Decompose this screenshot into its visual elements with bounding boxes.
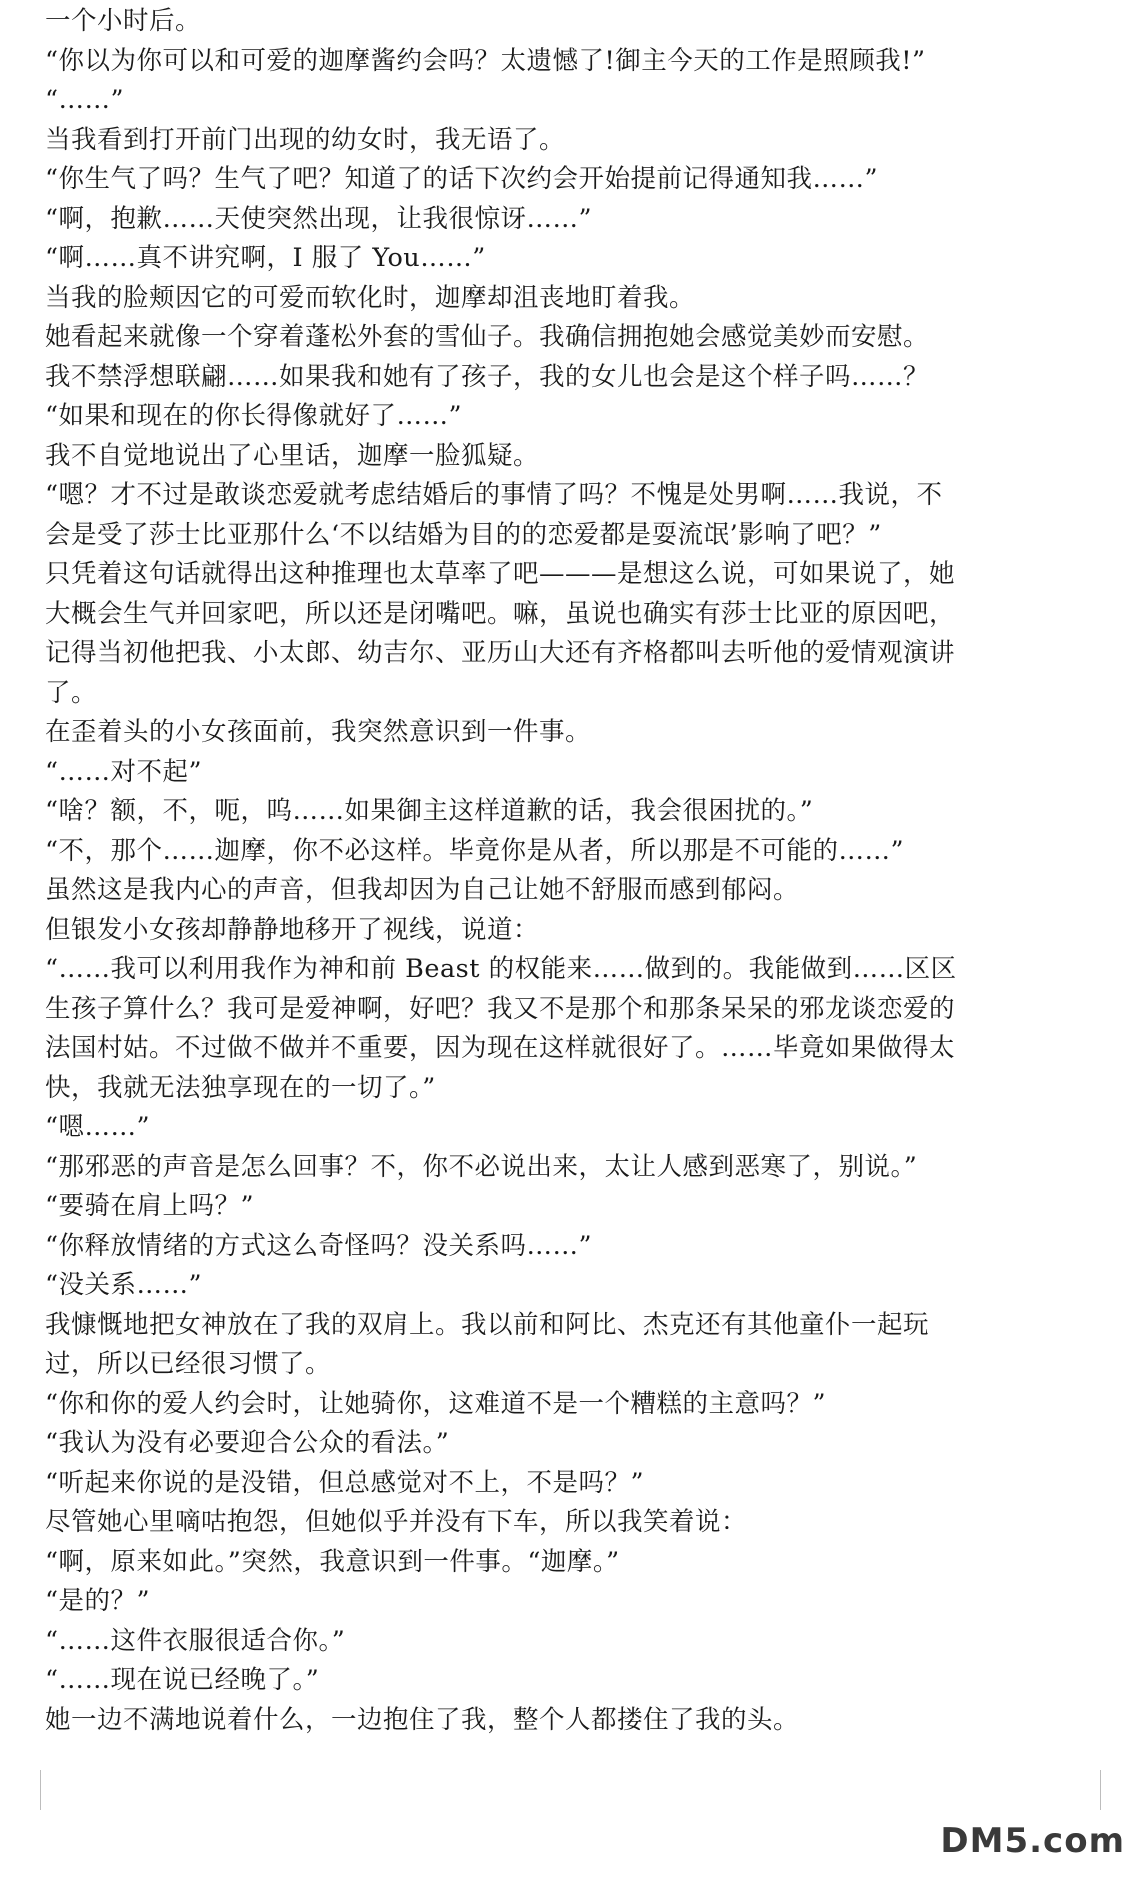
text-line: “要骑在肩上吗？”: [45, 1191, 255, 1221]
text-line: 她一边不满地说着什么，一边抱住了我，整个人都搂住了我的头。: [45, 1704, 800, 1735]
text-line: 她看起来就像一个穿着蓬松外套的雪仙子。我确信拥抱她会感觉美妙而安慰。: [45, 322, 930, 352]
text-line: 当我看到打开前门出现的幼女时，我无语了。: [45, 124, 566, 155]
text-line: 会是受了莎士比亚那什么‘不以结婚为目的的恋爱都是耍流氓’影响了吧？”: [45, 519, 882, 550]
text-line: “如果和现在的你长得像就好了……”: [45, 401, 463, 431]
text-line: “啊……真不讲究啊，I 服了 You……”: [45, 243, 486, 273]
text-line: 一个小时后。: [45, 6, 202, 36]
text-line: “啥？额，不，呃，呜……如果御主这样道歉的话，我会很困扰的。”: [45, 796, 814, 826]
text-line: “你以为你可以和可爱的迦摩酱约会吗？太遗憾了!御主今天的工作是照顾我!”: [45, 45, 926, 76]
text-line: “不，那个……迦摩，你不必这样。毕竟你是从者，所以那是不可能的……”: [45, 835, 905, 866]
text-line: 生孩子算什么？我可是爱神啊，好吧？我又不是那个和那条呆呆的邪龙谈恋爱的: [45, 993, 956, 1024]
watermark-logo: DM5.com: [940, 1821, 1125, 1861]
text-line: “嗯？才不过是敢谈恋爱就考虑结婚后的事情了吗？不愧是处男啊……我说，不: [45, 480, 943, 510]
text-line: “你生气了吗？生气了吧？知道了的话下次约会开始提前记得通知我……”: [45, 164, 879, 194]
text-line: 尽管她心里嘀咕抱怨，但她似乎并没有下车，所以我笑着说：: [45, 1507, 748, 1537]
text-line: “是的？”: [45, 1586, 151, 1616]
text-line: 我不自觉地说出了心里话，迦摩一脸狐疑。: [45, 440, 540, 471]
text-line: “啊，原来如此。”突然，我意识到一件事。“迦摩。”: [45, 1546, 620, 1577]
text-line: “……对不起”: [45, 756, 203, 787]
text-line: 我不禁浮想联翩……如果我和她有了孩子，我的女儿也会是这个样子吗……？: [45, 361, 930, 392]
text-body: [45, 2, 1105, 1740]
text-line: 了。: [45, 677, 98, 708]
text-line: 大概会生气并回家吧，所以还是闭嘴吧。嘛，虽说也确实有莎士比亚的原因吧，: [45, 598, 956, 629]
text-line: “……我可以利用我作为神和前 Beast 的权能来……做到的。我能做到……区区: [45, 954, 957, 984]
text-line: 但银发小女孩却静静地移开了视线，说道：: [45, 914, 540, 945]
text-line: “我认为没有必要迎合公众的看法。”: [45, 1428, 450, 1458]
text-line: 虽然这是我内心的声音，但我却因为自己让她不舒服而感到郁闷。: [45, 875, 800, 905]
text-line: 记得当初他把我、小太郎、幼吉尔、亚历山大还有齐格都叫去听他的爱情观演讲: [45, 638, 956, 668]
page-corner-mark-right: [1094, 1770, 1101, 1810]
text-line: “你和你的爱人约会时，让她骑你，这难道不是一个糟糕的主意吗？”: [45, 1388, 827, 1419]
text-line: 在歪着头的小女孩面前，我突然意识到一件事。: [45, 717, 592, 747]
text-line: “嗯……”: [45, 1112, 151, 1142]
text-line: “你释放情绪的方式这么奇怪吗？没关系吗……”: [45, 1230, 593, 1261]
text-line: “……这件衣服很适合你。”: [45, 1625, 346, 1656]
text-line: 过，所以已经很习惯了。: [45, 1349, 332, 1379]
text-line: 法国村姑。不过做不做并不重要，因为现在这样就很好了。……毕竟如果做得太: [45, 1033, 956, 1063]
text-line: 快，我就无法独享现在的一切了。”: [45, 1072, 436, 1103]
watermark: [940, 1821, 1129, 1879]
text-line: 当我的脸颊因它的可爱而软化时，迦摩却沮丧地盯着我。: [45, 282, 696, 313]
text-line: “听起来你说的是没错，但总感觉对不上，不是吗？”: [45, 1467, 645, 1498]
text-line: “那邪恶的声音是怎么回事？不，你不必说出来，太让人感到恶寒了，别说。”: [45, 1151, 918, 1182]
text-line: 只凭着这句话就得出这种推理也太草率了吧———是想这么说，可如果说了，她: [45, 559, 956, 589]
text-line: 我慷慨地把女神放在了我的双肩上。我以前和阿比、杰克还有其他童仆一起玩: [45, 1309, 930, 1340]
text-line: “……”: [45, 85, 125, 115]
text-line: “没关系……”: [45, 1270, 203, 1300]
text-line: “啊，抱歉……天使突然出现，让我很惊讶……”: [45, 203, 593, 234]
text-line: “……现在说已经晚了。”: [45, 1665, 320, 1695]
page-corner-mark-left: [40, 1770, 47, 1810]
